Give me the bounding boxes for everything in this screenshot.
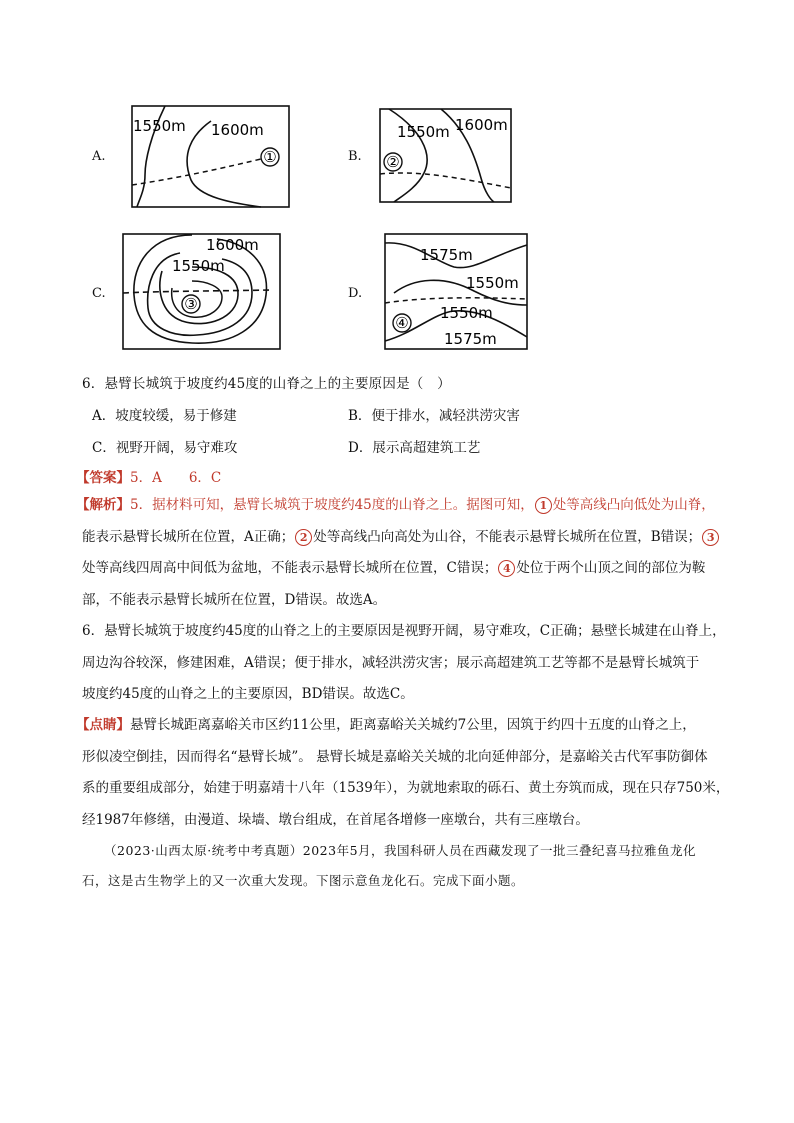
- contour-label-1550-upper: 1550m: [466, 274, 519, 292]
- circled-4: 4: [498, 560, 515, 577]
- analysis-text: 5．据材料可知，悬臂长城筑于坡度约45度的山脊之上。据图可知，: [130, 497, 534, 513]
- contour-label-1575-bottom: 1575m: [444, 330, 497, 348]
- choice-a: A．坡度较缓，易于修建: [92, 408, 237, 424]
- contour-map-c: [122, 233, 282, 351]
- circled-3: 3: [702, 529, 719, 546]
- circled-1: 1: [535, 497, 552, 514]
- option-d-label: D.: [348, 286, 363, 301]
- marker-2: ②: [386, 153, 400, 171]
- question-6-stem: 6．悬臂长城筑于坡度约45度的山脊之上的主要原因是（ ）: [82, 376, 451, 392]
- answer-tag: 【答案】: [76, 470, 130, 486]
- answer-line: [76, 466, 221, 486]
- option-c-label: C.: [92, 286, 106, 301]
- analysis-text: 处等高线凸向高处为山谷，不能表示悬臂长城所在位置，B错误；: [313, 528, 702, 545]
- comment-text: 形似凌空倒挂，因而得名“悬臂长城”。 悬臂长城是嘉峪关关城的北向延伸部分，是嘉峪关古代军事防御体: [82, 748, 708, 765]
- choice-c: C．视野开阔，易守难攻: [92, 440, 238, 456]
- contour-label-1550: 1550m: [133, 117, 186, 135]
- circled-2: 2: [295, 529, 312, 546]
- contour-label-1550: 1550m: [172, 257, 225, 275]
- analysis-block: [76, 490, 736, 711]
- comment-text: 悬臂长城距离嘉峪关市区约11公里，距离嘉峪关关城约7公里，因筑于约四十五度的山脊之上，: [130, 717, 696, 733]
- contour-label-1600: 1600m: [455, 116, 508, 134]
- intro-line: 石，这是古生物学上的又一次重大发现。下图示意鱼龙化石。完成下面小题。: [82, 873, 525, 888]
- analysis-text: 处等高线凸向低处为山脊，: [552, 497, 715, 513]
- option-b-label: B.: [348, 149, 362, 164]
- analysis-text: 能表示悬臂长城所在位置，A正确；: [82, 528, 295, 545]
- analysis-text: 6．悬臂长城筑于坡度约45度的山脊之上的主要原因是视野开阔，易守难攻，C正确；悬壁长城建在山脊上，: [82, 623, 726, 639]
- contour-map-d: [384, 233, 529, 351]
- next-question-intro: [82, 836, 744, 896]
- analysis-text: 处位于两个山顶之间的部位为鞍: [516, 560, 706, 576]
- option-a-label: A.: [92, 149, 106, 164]
- analysis-tag: 【解析】: [76, 497, 130, 513]
- comment-block: [76, 710, 736, 836]
- contour-map-a: [131, 105, 291, 209]
- answer-text: 5．A 6．C: [130, 470, 222, 486]
- contour-label-1550-lower: 1550m: [440, 304, 493, 322]
- contour-label-1575-top: 1575m: [420, 246, 473, 264]
- comment-tag: 【点睛】: [76, 717, 130, 733]
- contour-label-1600: 1600m: [211, 121, 264, 139]
- comment-text: 系的重要组成部分，始建于明嘉靖十八年（1539年），为就地索取的砾石、黄土夯筑而成，现在只存750米，: [82, 780, 730, 796]
- analysis-text: 周边沟谷较深，修建困难，A错误；便于排水，减轻洪涝灾害；展示高超建筑工艺等都不是悬臂长城筑于: [82, 654, 700, 671]
- choice-d: D．展示高超建筑工艺: [348, 440, 481, 456]
- analysis-text: 部，不能表示悬臂长城所在位置，D错误。故选A。: [82, 591, 387, 608]
- marker-3: ③: [184, 295, 198, 313]
- choice-b: B．便于排水，减轻洪涝灾害: [348, 408, 520, 424]
- intro-line: （2023·山西太原·统考中考真题）2023年5月，我国科研人员在西藏发现了一批三叠纪喜马拉雅鱼龙化: [104, 843, 697, 858]
- comment-text: 经1987年修缮，由漫道、垛墙、墩台组成，在首尾各增修一座墩台，共有三座墩台。: [82, 811, 589, 828]
- contour-label-1600: 1600m: [206, 236, 259, 254]
- marker-4: ④: [395, 314, 409, 332]
- analysis-text: 坡度约45度的山脊之上的主要原因，BD错误。故选C。: [82, 686, 414, 702]
- contour-label-1550: 1550m: [397, 123, 450, 141]
- marker-1: ①: [263, 148, 277, 166]
- analysis-text: 处等高线四周高中间低为盆地，不能表示悬臂长城所在位置，C错误；: [82, 560, 498, 576]
- contour-map-b: [379, 108, 513, 204]
